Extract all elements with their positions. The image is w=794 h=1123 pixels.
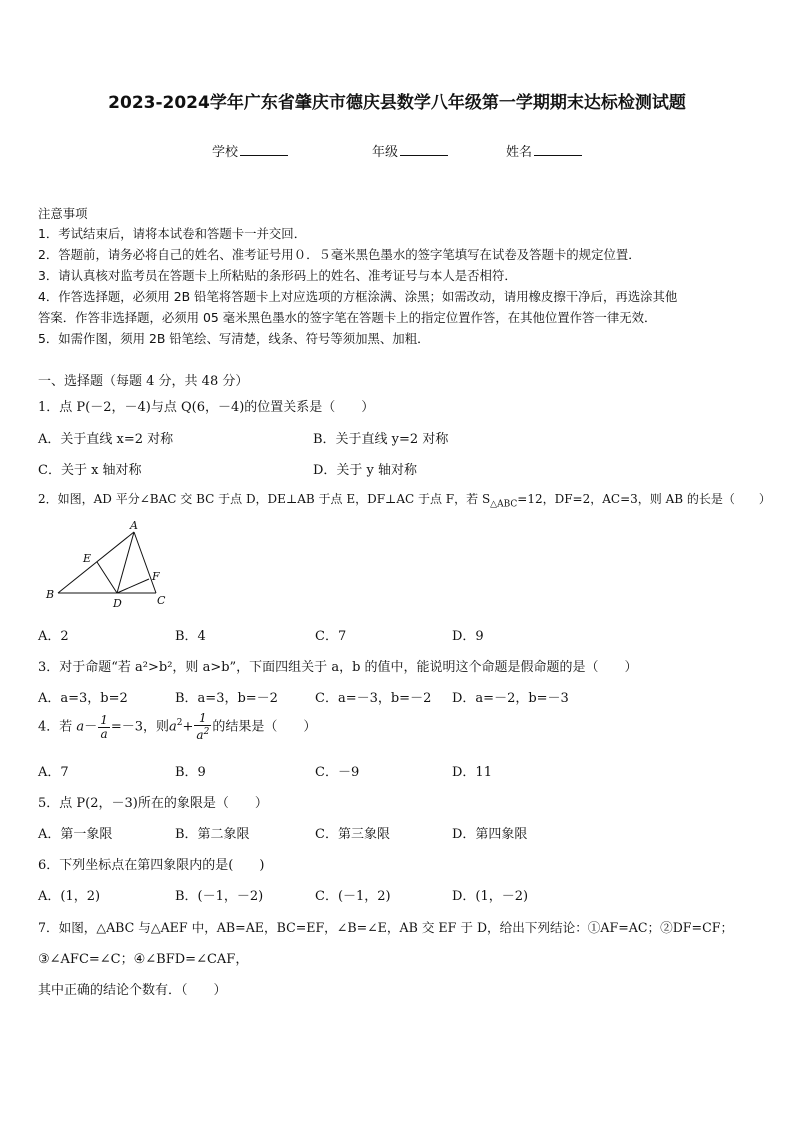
q2-option-a: A．2	[38, 629, 69, 644]
name-label: 姓名	[506, 145, 533, 160]
school-label: 学校	[212, 145, 239, 160]
question-2-stem	[38, 490, 771, 509]
label-b: B	[46, 588, 55, 601]
q4-option-a: A．7	[38, 765, 69, 780]
label-f: F	[152, 570, 160, 583]
note-item: 2．答题前，请务必将自己的姓名、准考证号用０．５毫米黑色墨水的签字笔填写在试卷及答题卡的规定位置．	[38, 247, 641, 262]
question-4-stem	[38, 712, 316, 742]
q4-minus: －	[84, 719, 98, 735]
q4-option-c: C．－9	[315, 765, 360, 780]
q4-sq: 2	[176, 718, 183, 729]
q3-option-a: A．a=3，b=2	[38, 691, 128, 706]
question-3-stem: 3．对于命题“若 a²>b²，则 a>b”，下面四组关于 a，b 的值中，能说明这个命题是假命题的是（ ）	[38, 660, 638, 675]
q2-option-c: C．7	[315, 629, 347, 644]
q4-fraction-2	[194, 712, 211, 742]
school-field	[212, 141, 288, 160]
question-7-line-1: 7．如图，△ABC 与△AEF 中，AB=AE，BC=EF，∠B=∠E，AB 交 EF 于 D，给出下列结论：①AF=AC；②DF=CF；	[38, 920, 734, 935]
note-item: 4．作答选择题，必须用 2B 铅笔将答题卡上对应选项的方框涂满、涂黑；如需改动，请用橡皮擦干净后，再选涂其他	[38, 289, 678, 304]
q6-option-c: C．(－1，2)	[315, 889, 391, 904]
note-item: 5．如需作图，须用 2B 铅笔绘、写清楚，线条、符号等须加黑、加粗．	[38, 331, 430, 346]
q4-frac1-den: a	[100, 726, 108, 741]
label-a: A	[130, 519, 138, 532]
label-e: E	[83, 552, 92, 565]
q4-plus: +	[182, 719, 194, 735]
label-c: C	[157, 594, 166, 607]
q4-var-a2: a	[169, 719, 177, 735]
label-d: D	[113, 597, 122, 610]
q4-eq: =－3，则	[110, 719, 170, 735]
q4-option-d: D．11	[452, 765, 492, 780]
note-item: 1．考试结束后，请将本试卷和答题卡一并交回．	[38, 226, 307, 241]
question-5-stem: 5．点 P(2，－3)所在的象限是（ ）	[38, 796, 268, 811]
grade-field	[372, 141, 448, 160]
segment-de	[97, 562, 117, 593]
q2-option-b: B．4	[175, 629, 206, 644]
q1-option-d: D．关于 y 轴对称	[313, 463, 418, 478]
q1-option-c: C．关于 x 轴对称	[38, 463, 142, 478]
note-item: 答案．作答非选择题，必须用 05 毫米黑色墨水的签字笔在答题卡上的指定位置作答，在其他位置作答一律无效．	[38, 310, 657, 325]
segment-ad	[117, 532, 134, 593]
triangle-figure	[40, 516, 180, 616]
q4-post: 的结果是（ ）	[212, 719, 317, 735]
q3-option-b: B．a=3，b=－2	[175, 691, 278, 706]
name-field	[506, 141, 582, 160]
q5-option-d: D．第四象限	[452, 827, 528, 842]
name-blank	[534, 143, 582, 156]
q4-frac2-den-sq: 2	[203, 727, 210, 737]
section-heading: 一、选择题（每题 4 分，共 48 分）	[38, 374, 249, 389]
notes-heading: 注意事项	[38, 206, 88, 221]
page-title: 2023-2024学年广东省肇庆市德庆县数学八年级第一学期期末达标检测试题	[108, 93, 686, 113]
question-6-stem: 6．下列坐标点在第四象限内的是( )	[38, 858, 265, 873]
grade-label: 年级	[372, 145, 399, 160]
q4-fraction-1	[98, 714, 110, 741]
q4-frac2-num: 1	[194, 712, 211, 726]
q4-pre: 4．若	[38, 719, 73, 735]
q4-frac2-den	[194, 726, 211, 742]
q6-option-d: D．(1，－2)	[452, 889, 529, 904]
q5-option-a: A．第一象限	[38, 827, 113, 842]
q1-option-b: B．关于直线 y=2 对称	[313, 432, 449, 447]
q6-option-b: B．(－1，－2)	[175, 889, 264, 904]
grade-blank	[400, 143, 448, 156]
q4-option-b: B．9	[175, 765, 206, 780]
q2-option-d: D．9	[452, 629, 484, 644]
q5-option-b: B．第二象限	[175, 827, 250, 842]
question-7-line-3: 其中正确的结论个数有．（ ）	[38, 983, 227, 998]
q4-var-a: a	[76, 719, 85, 735]
q2-stem-sub: △ABC	[490, 499, 518, 510]
note-item: 3．请认真核对监考员在答题卡上所粘贴的条形码上的姓名、准考证号与本人是否相符．	[38, 268, 517, 283]
q2-stem-post: =12，DF=2，AC=3，则 AB 的长是（ ）	[517, 492, 771, 506]
q5-option-c: C．第三象限	[315, 827, 390, 842]
question-1-stem: 1．点 P(－2，－4)与点 Q(6，－4)的位置关系是（ ）	[38, 400, 375, 415]
segment-ba	[58, 532, 134, 593]
q6-option-a: A．(1，2)	[38, 889, 101, 904]
q3-option-c: C．a=－3，b=－2	[315, 691, 432, 706]
segment-df	[117, 579, 149, 593]
school-blank	[240, 143, 288, 156]
q4-frac2-den-var: a	[196, 728, 204, 742]
q4-frac1-num: 1	[100, 712, 108, 727]
question-7-line-2: ③∠AFC=∠C；④∠BFD=∠CAF，	[38, 952, 249, 967]
q1-option-a: A．关于直线 x=2 对称	[38, 432, 174, 447]
q3-option-d: D．a=－2，b=－3	[452, 691, 569, 706]
q2-stem-pre: 2．如图，AD 平分∠BAC 交 BC 于点 D，DE⊥AB 于点 E，DF⊥AC 于点 F，若 S	[38, 492, 491, 506]
